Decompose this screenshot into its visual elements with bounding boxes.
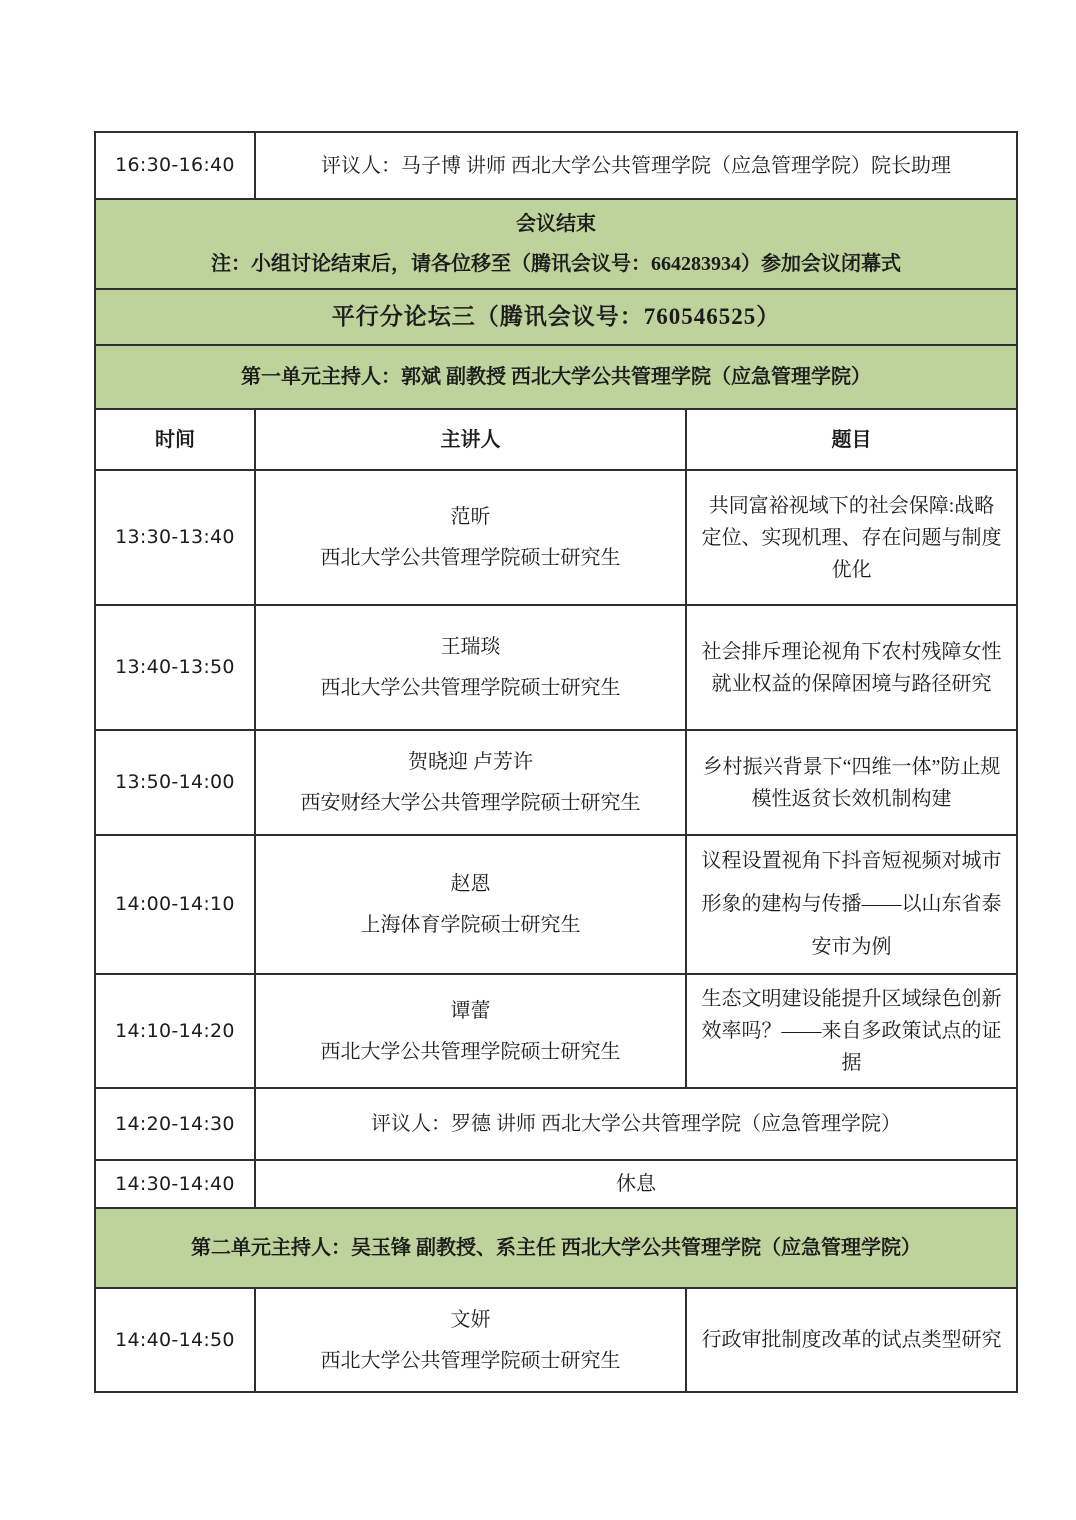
unit2-host-row [95,1208,1017,1288]
speaker-cell [255,1288,686,1392]
forum-title: 平行分论坛三（腾讯会议号：760546525） [95,289,1017,345]
break-row [95,1160,1017,1208]
speaker-name: 范昕 [450,506,491,528]
time-cell: 14:20-14:30 [95,1088,255,1160]
session-row [95,835,1017,974]
topic-cell: 乡村振兴背景下“四维一体”防止规模性返贫长效机制构建 [686,730,1017,835]
closing-note: 注：小组讨论结束后，请各位移至（腾讯会议号：664283934）参加会议闭幕式 [211,253,901,275]
time-cell: 13:50-14:00 [95,730,255,835]
speaker-name: 谭蕾 [450,999,491,1022]
speaker-cell [255,835,686,974]
session-row [95,1288,1017,1392]
topic-cell: 社会排斥理论视角下农村残障女性就业权益的保障困境与路径研究 [686,605,1017,730]
topic-cell: 行政审批制度改革的试点类型研究 [686,1288,1017,1392]
top-reviewer-row [95,132,1017,199]
header-topic: 题目 [686,409,1017,470]
closing-title: 会议结束 [516,213,596,235]
topic-cell: 生态文明建设能提升区域绿色创新效率吗？——来自多政策试点的证据 [686,974,1017,1088]
closing-note-cell [95,199,1017,289]
speaker-cell [255,730,686,835]
forum-title-row [95,289,1017,345]
time-cell: 14:10-14:20 [95,974,255,1088]
speaker-name: 赵恩 [450,873,491,895]
speaker-cell [255,605,686,730]
reviewer-row [95,1088,1017,1160]
speaker-affiliation: 西北大学公共管理学院硕士研究生 [320,1349,621,1372]
time-cell: 13:30-13:40 [95,470,255,605]
speaker-affiliation: 西北大学公共管理学院硕士研究生 [320,677,621,699]
speaker-name: 王瑞琰 [440,636,501,658]
closing-note-row [95,199,1017,289]
topic-cell: 共同富裕视域下的社会保障:战略定位、实现机理、存在问题与制度优化 [686,470,1017,605]
unit1-host-row [95,345,1017,409]
break-label: 休息 [255,1160,1017,1208]
session-row [95,730,1017,835]
time-cell: 16:30-16:40 [95,132,255,199]
session-row [95,974,1017,1088]
session-row [95,470,1017,605]
session-row [95,605,1017,730]
speaker-cell [255,974,686,1088]
speaker-affiliation: 西北大学公共管理学院硕士研究生 [320,547,621,569]
topic-cell: 议程设置视角下抖音短视频对城市形象的建构与传播——以山东省泰安市为例 [686,835,1017,974]
time-cell: 14:30-14:40 [95,1160,255,1208]
time-cell: 13:40-13:50 [95,605,255,730]
header-time: 时间 [95,409,255,470]
reviewer-text: 评议人：罗德 讲师 西北大学公共管理学院（应急管理学院） [255,1088,1017,1160]
speaker-name: 贺晓迎 卢芳许 [408,751,533,773]
unit2-host: 第二单元主持人：吴玉锋 副教授、系主任 西北大学公共管理学院（应急管理学院） [95,1208,1017,1288]
speaker-affiliation: 西安财经大学公共管理学院硕士研究生 [300,792,641,814]
speaker-cell [255,470,686,605]
reviewer-text: 评议人：马子博 讲师 西北大学公共管理学院（应急管理学院）院长助理 [255,132,1017,199]
unit1-host: 第一单元主持人：郭斌 副教授 西北大学公共管理学院（应急管理学院） [95,345,1017,409]
speaker-affiliation: 上海体育学院硕士研究生 [360,914,581,936]
column-header-row [95,409,1017,470]
schedule-table [94,131,1018,1393]
conference-schedule [94,131,1018,1393]
header-speaker: 主讲人 [255,409,686,470]
time-cell: 14:00-14:10 [95,835,255,974]
speaker-affiliation: 西北大学公共管理学院硕士研究生 [320,1040,621,1063]
time-cell: 14:40-14:50 [95,1288,255,1392]
speaker-name: 文妍 [450,1308,491,1331]
